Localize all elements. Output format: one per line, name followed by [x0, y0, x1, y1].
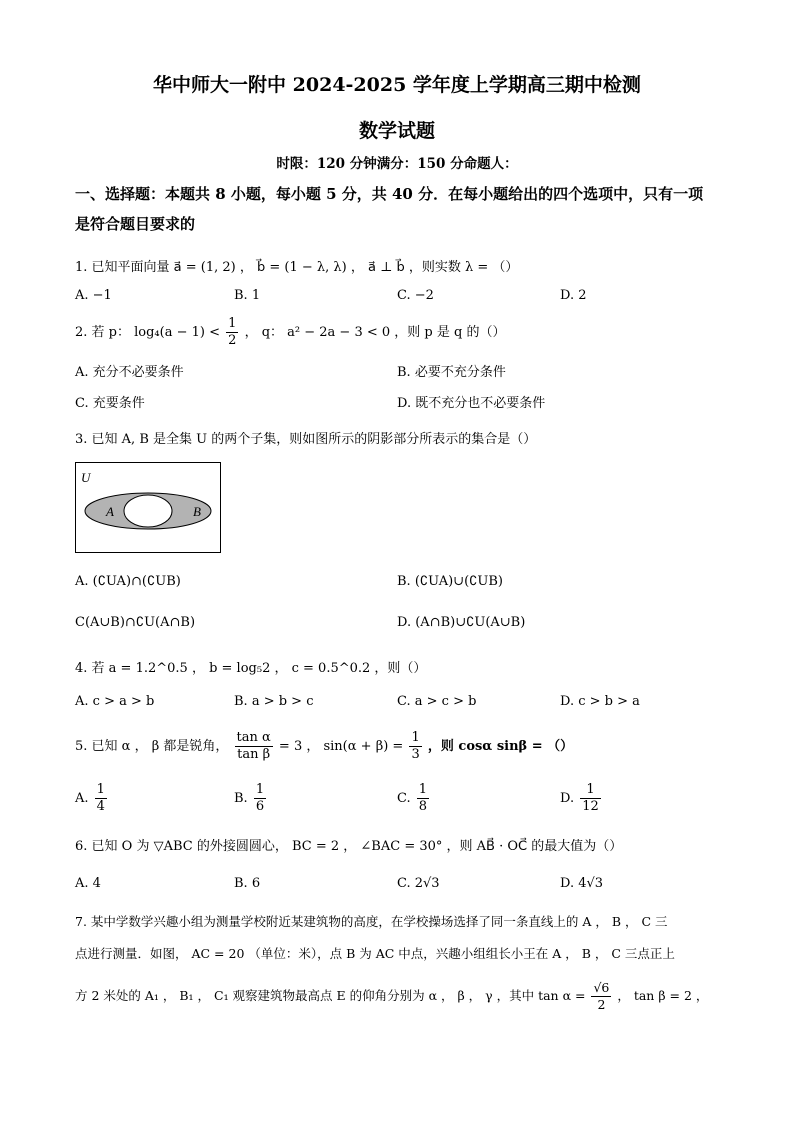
- question-5-fraction-1-den: tan β: [237, 747, 271, 762]
- question-2-fraction-den: 2: [228, 333, 237, 348]
- set-b-label: B: [193, 504, 201, 519]
- question-2-fraction: [226, 316, 238, 349]
- intersection-shape: [124, 495, 172, 527]
- question-7-tan-alpha-den: 2: [597, 997, 606, 1012]
- question-4-option-c: C. a > c > b: [397, 694, 477, 709]
- question-5-option-d-label: D.: [560, 791, 575, 806]
- question-3-stem: 3. 已知 A, B 是全集 U 的两个子集，则如图所示的阴影部分所表示的集合是（）: [75, 432, 537, 447]
- question-7-line1: 7. 某中学数学兴趣小组为测量学校附近某建筑物的高度，在学校操场选择了同一条直线上的 A ， B ， C 三: [75, 914, 668, 929]
- exam-subject: 数学试题: [358, 120, 435, 142]
- question-1-stem: 1. 已知平面向量 a⃗ = (1, 2) ， b⃗ = (1 − λ, λ) ， a⃗ ⊥ b⃗ ，则实数 λ = （）: [75, 260, 519, 275]
- question-5-fraction-2: [409, 730, 421, 763]
- question-5-stem-part3: ，则 cosα sinβ = （）: [427, 739, 574, 754]
- question-5-fraction-2-den: 3: [411, 747, 420, 762]
- question-5-option-d-fraction: [580, 782, 601, 815]
- question-5-fraction-2-num: 1: [411, 730, 420, 745]
- question-7-line3-part2: ， tan β = 2 ，: [617, 988, 709, 1003]
- question-2-option-a: A. 充分不必要条件: [75, 365, 184, 380]
- question-5-fraction-1-num: tan α: [236, 730, 271, 745]
- question-5-option-c-num: 1: [418, 782, 428, 797]
- question-5-option-c-den: 8: [418, 799, 428, 814]
- question-2-fraction-num: 1: [228, 316, 237, 331]
- set-a-label: A: [106, 504, 114, 519]
- question-3-option-c: C(A∪B)∩∁U(A∩B): [75, 615, 196, 630]
- question-2-stem-part1: 2. 若 p： log₄(a − 1) <: [75, 325, 220, 340]
- section-heading-line1: 一、选择题：本题共 8 小题，每小题 5 分，共 40 分．在每小题给出的四个选项中，只有一项: [75, 185, 704, 203]
- question-2-stem-part2: ， q： a² − 2a − 3 < 0 ，则 p 是 q 的（）: [244, 325, 506, 340]
- question-5-option-c-label: C.: [397, 791, 411, 806]
- question-7-line2: 点进行测量．如图， AC = 20 （单位：米），点 B 为 AC 中点，兴趣小组组长小王在 A ， B ， C 三点正上: [75, 946, 675, 961]
- question-1-option-c: C. −2: [397, 288, 434, 303]
- question-4-option-d: D. c > b > a: [560, 694, 640, 709]
- question-5-stem: [75, 730, 573, 763]
- question-5-option-b-num: 1: [255, 782, 265, 797]
- question-5-option-a-den: 4: [96, 799, 105, 814]
- question-1-option-d: D. 2: [560, 288, 587, 303]
- question-5-stem-part1: 5. 已知 α ， β 都是锐角，: [75, 739, 229, 754]
- question-6-option-b: B. 6: [234, 876, 261, 891]
- question-5-option-a: [75, 782, 109, 815]
- question-1-option-a: A. −1: [75, 288, 112, 303]
- question-3-option-a: A. (∁UA)∩(∁UB): [75, 574, 181, 589]
- question-5-fraction-1: [235, 730, 273, 763]
- question-5-option-a-label: A.: [75, 791, 89, 806]
- question-7-tan-alpha-fraction: [591, 980, 611, 1013]
- question-3-option-b: B. (∁UA)∪(∁UB): [397, 574, 503, 589]
- question-5-option-b-den: 6: [255, 799, 265, 814]
- question-7-tan-alpha-num: √6: [593, 980, 610, 995]
- question-5-option-d: [560, 782, 603, 815]
- question-7-line3: [75, 980, 708, 1013]
- question-6-option-a: A. 4: [75, 876, 101, 891]
- question-2-stem: [75, 316, 505, 349]
- question-2-option-b: B. 必要不充分条件: [397, 365, 506, 380]
- question-5-stem-part2: = 3 ， sin(α + β) =: [278, 739, 404, 754]
- question-1-option-b: B. 1: [234, 288, 261, 303]
- question-5-option-a-fraction: [95, 782, 107, 815]
- question-2-option-d: D. 既不充分也不必要条件: [397, 396, 546, 411]
- question-6-option-d: D. 4√3: [560, 876, 604, 891]
- question-5-option-d-den: 12: [582, 799, 599, 814]
- question-6-option-c: C. 2√3: [397, 876, 440, 891]
- question-7-line3-part1: 方 2 米处的 A₁ ， B₁ ， C₁ 观察建筑物最高点 E 的仰角分别为 α ， β ， γ ，其中 tan α =: [75, 988, 586, 1003]
- question-5-option-c: [397, 782, 431, 815]
- question-5-option-b-fraction: [254, 782, 266, 815]
- question-4-stem: 4. 若 a = 1.2^0.5 ， b = log₅2 ， c = 0.5^0.2 ，则（）: [75, 661, 427, 676]
- question-5-option-d-num: 1: [580, 782, 601, 799]
- exam-title: 华中师大一附中 2024-2025 学年度上学期高三期中检测: [153, 74, 641, 96]
- question-2-option-c: C. 充要条件: [75, 396, 145, 411]
- question-3-option-d: D. (A∩B)∪∁U(A∪B): [397, 615, 526, 630]
- question-5-option-b-label: B.: [234, 791, 248, 806]
- question-5-option-a-num: 1: [96, 782, 105, 797]
- question-5-option-b: [234, 782, 268, 815]
- section-heading-line2: 是符合题目要求的: [75, 215, 196, 233]
- question-4-option-b: B. a > b > c: [234, 694, 314, 709]
- venn-diagram: [75, 462, 221, 553]
- question-5-option-c-fraction: [417, 782, 429, 815]
- question-4-option-a: A. c > a > b: [75, 694, 155, 709]
- universe-label: U: [81, 470, 91, 485]
- exam-meta: 时限：120 分钟满分：150 分命题人：: [276, 156, 518, 172]
- question-6-stem: 6. 已知 O 为 ▽ABC 的外接圆圆心， BC = 2 ， ∠BAC = 30° ，则 AB⃗ · OC⃗ 的最大值为（）: [75, 839, 623, 854]
